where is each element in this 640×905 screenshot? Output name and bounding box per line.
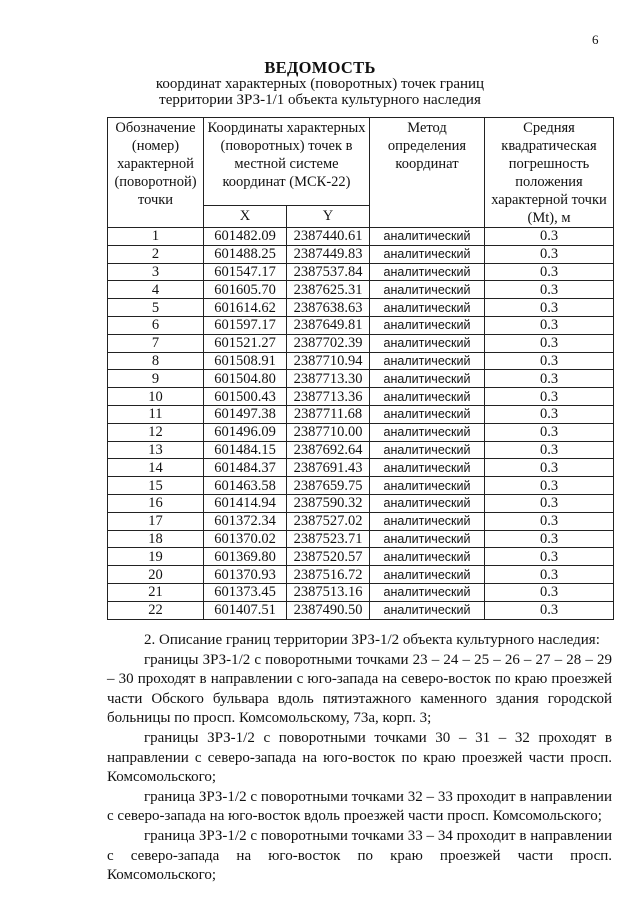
cell-method: аналитический (370, 405, 485, 423)
title-line-1: координат характерных (поворотных) точек границ (155, 76, 485, 92)
cell-y: 2387590.32 (287, 494, 370, 512)
boundary-description (107, 631, 612, 886)
cell-error: 0.3 (485, 548, 614, 566)
cell-x: 601484.15 (204, 441, 287, 459)
cell-point: 13 (108, 441, 204, 459)
cell-x: 601597.17 (204, 316, 287, 334)
table-row (108, 512, 614, 530)
cell-method: аналитический (370, 316, 485, 334)
header-y: Y (287, 206, 370, 228)
cell-error: 0.3 (485, 477, 614, 495)
cell-method: аналитический (370, 548, 485, 566)
cell-y: 2387659.75 (287, 477, 370, 495)
cell-error: 0.3 (485, 494, 614, 512)
cell-x: 601500.43 (204, 388, 287, 406)
cell-error: 0.3 (485, 281, 614, 299)
cell-point: 10 (108, 388, 204, 406)
cell-point: 20 (108, 566, 204, 584)
cell-method: аналитический (370, 423, 485, 441)
cell-error: 0.3 (485, 423, 614, 441)
cell-y: 2387713.36 (287, 388, 370, 406)
table-row (108, 441, 614, 459)
cell-point: 9 (108, 370, 204, 388)
cell-error: 0.3 (485, 245, 614, 263)
cell-x: 601370.93 (204, 566, 287, 584)
cell-point: 15 (108, 477, 204, 495)
cell-method: аналитический (370, 459, 485, 477)
table-row (108, 423, 614, 441)
cell-y: 2387513.16 (287, 583, 370, 601)
cell-method: аналитический (370, 512, 485, 530)
cell-point: 2 (108, 245, 204, 263)
cell-error: 0.3 (485, 352, 614, 370)
cell-y: 2387692.64 (287, 441, 370, 459)
cell-method: аналитический (370, 352, 485, 370)
cell-y: 2387516.72 (287, 566, 370, 584)
cell-y: 2387702.39 (287, 334, 370, 352)
cell-method: аналитический (370, 281, 485, 299)
cell-point: 18 (108, 530, 204, 548)
cell-point: 1 (108, 228, 204, 246)
table-row (108, 566, 614, 584)
paragraph: 2. Описание границ территории ЗРЗ-1/2 объекта культурного наследия: (144, 632, 600, 648)
cell-point: 17 (108, 512, 204, 530)
document-title (0, 60, 640, 108)
cell-point: 6 (108, 316, 204, 334)
cell-x: 601484.37 (204, 459, 287, 477)
cell-error: 0.3 (485, 530, 614, 548)
cell-y: 2387649.81 (287, 316, 370, 334)
cell-method: аналитический (370, 477, 485, 495)
cell-point: 21 (108, 583, 204, 601)
cell-method: аналитический (370, 299, 485, 317)
cell-point: 4 (108, 281, 204, 299)
cell-x: 601372.34 (204, 512, 287, 530)
paragraph: граница ЗРЗ-1/2 с поворотными точками 33 – 34 проходит в направлении с северо-запада на юго-восток по краю проезжей части просп. Комсомольского; (107, 827, 612, 884)
cell-point: 5 (108, 299, 204, 317)
cell-point: 22 (108, 601, 204, 619)
cell-y: 2387638.63 (287, 299, 370, 317)
cell-x: 601407.51 (204, 601, 287, 619)
coordinates-table (107, 117, 614, 620)
cell-method: аналитический (370, 245, 485, 263)
cell-method: аналитический (370, 263, 485, 281)
table-row (108, 477, 614, 495)
cell-y: 2387527.02 (287, 512, 370, 530)
cell-method: аналитический (370, 566, 485, 584)
title-line-2: территории ЗРЗ-1/1 объекта культурного наследия (159, 92, 481, 108)
cell-point: 7 (108, 334, 204, 352)
paragraph: граница ЗРЗ-1/2 с поворотными точками 32 – 33 проходит в направлении с северо-запада на юго-восток вдоль проезжей части просп. Комсомольского; (107, 788, 612, 825)
cell-point: 11 (108, 405, 204, 423)
cell-error: 0.3 (485, 299, 614, 317)
cell-method: аналитический (370, 494, 485, 512)
paragraph: границы ЗРЗ-1/2 с поворотными точками 30 – 31 – 32 проходят в направлении с северо-запада на юго-восток по краю проезжей части просп. Комсомольского; (107, 729, 612, 786)
cell-y: 2387713.30 (287, 370, 370, 388)
header-method: Метод определения координат (370, 118, 485, 228)
table-row (108, 245, 614, 263)
header-x: X (204, 206, 287, 228)
table-row (108, 405, 614, 423)
cell-x: 601504.80 (204, 370, 287, 388)
cell-method: аналитический (370, 530, 485, 548)
cell-y: 2387520.57 (287, 548, 370, 566)
cell-error: 0.3 (485, 370, 614, 388)
table-row (108, 601, 614, 619)
cell-error: 0.3 (485, 228, 614, 246)
cell-y: 2387523.71 (287, 530, 370, 548)
cell-error: 0.3 (485, 512, 614, 530)
table-row (108, 388, 614, 406)
table-row (108, 530, 614, 548)
cell-method: аналитический (370, 228, 485, 246)
cell-point: 12 (108, 423, 204, 441)
table-row (108, 334, 614, 352)
cell-x: 601463.58 (204, 477, 287, 495)
table-row (108, 494, 614, 512)
cell-x: 601488.25 (204, 245, 287, 263)
paragraph: границы ЗРЗ-1/2 с поворотными точками 23 – 24 – 25 – 26 – 27 – 28 – 29 – 30 проходят в направлении с юго-запада на северо-восток по краю проезжей части Обского бульвара вдоль пятиэтажного каменного здания городской больницы по просп. Комсомольскому, 73а, корп. 3; (107, 651, 612, 727)
cell-x: 601547.17 (204, 263, 287, 281)
cell-x: 601496.09 (204, 423, 287, 441)
header-coords: Координаты характерных (поворотных) точек в местной системе координат (МСК-22) (204, 118, 370, 206)
cell-y: 2387490.50 (287, 601, 370, 619)
cell-x: 601614.62 (204, 299, 287, 317)
cell-point: 8 (108, 352, 204, 370)
page-number: 6 (592, 32, 599, 47)
cell-error: 0.3 (485, 334, 614, 352)
cell-method: аналитический (370, 388, 485, 406)
table-body (108, 228, 614, 620)
header-error: Средняя квадратическая погрешность положения характерной точки (Mt), м (485, 118, 614, 228)
cell-y: 2387710.94 (287, 352, 370, 370)
table-row (108, 316, 614, 334)
cell-y: 2387537.84 (287, 263, 370, 281)
cell-x: 601370.02 (204, 530, 287, 548)
table-row (108, 370, 614, 388)
cell-method: аналитический (370, 334, 485, 352)
cell-error: 0.3 (485, 459, 614, 477)
cell-x: 601508.91 (204, 352, 287, 370)
cell-error: 0.3 (485, 441, 614, 459)
header-point: Обозначение (номер) характерной (поворотной) точки (108, 118, 204, 228)
table-row (108, 228, 614, 246)
cell-error: 0.3 (485, 388, 614, 406)
cell-x: 601497.38 (204, 405, 287, 423)
cell-x: 601482.09 (204, 228, 287, 246)
cell-error: 0.3 (485, 263, 614, 281)
table-row (108, 583, 614, 601)
table-row (108, 548, 614, 566)
cell-method: аналитический (370, 441, 485, 459)
cell-error: 0.3 (485, 583, 614, 601)
table-row (108, 263, 614, 281)
cell-y: 2387711.68 (287, 405, 370, 423)
cell-y: 2387625.31 (287, 281, 370, 299)
cell-y: 2387440.61 (287, 228, 370, 246)
cell-error: 0.3 (485, 566, 614, 584)
cell-error: 0.3 (485, 405, 614, 423)
table-row (108, 299, 614, 317)
cell-error: 0.3 (485, 601, 614, 619)
cell-method: аналитический (370, 370, 485, 388)
cell-y: 2387691.43 (287, 459, 370, 477)
table-row (108, 459, 614, 477)
cell-x: 601605.70 (204, 281, 287, 299)
cell-x: 601521.27 (204, 334, 287, 352)
cell-method: аналитический (370, 601, 485, 619)
cell-x: 601369.80 (204, 548, 287, 566)
cell-method: аналитический (370, 583, 485, 601)
table-row (108, 281, 614, 299)
title-heading: ВЕДОМОСТЬ (264, 58, 376, 77)
cell-y: 2387449.83 (287, 245, 370, 263)
cell-x: 601414.94 (204, 494, 287, 512)
cell-point: 3 (108, 263, 204, 281)
cell-point: 19 (108, 548, 204, 566)
cell-point: 14 (108, 459, 204, 477)
cell-error: 0.3 (485, 316, 614, 334)
table-row (108, 352, 614, 370)
cell-x: 601373.45 (204, 583, 287, 601)
cell-point: 16 (108, 494, 204, 512)
cell-y: 2387710.00 (287, 423, 370, 441)
